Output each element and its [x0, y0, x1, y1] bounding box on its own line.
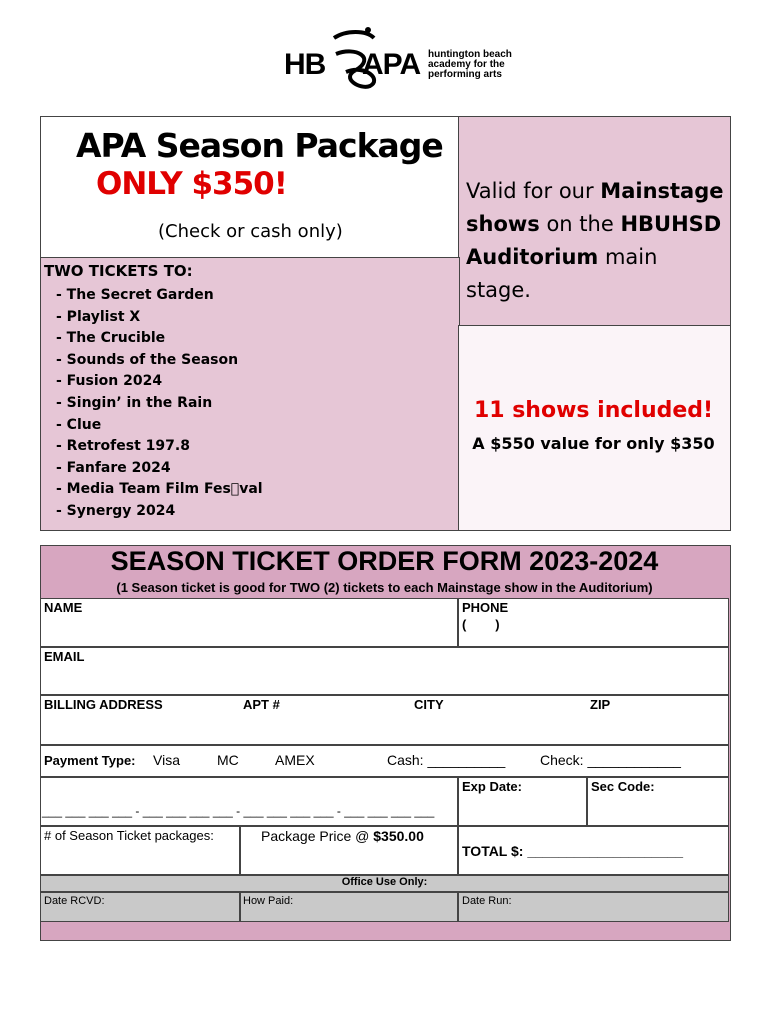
- visa-option[interactable]: Visa: [153, 752, 180, 768]
- phone-template: ( ): [462, 617, 500, 632]
- city-label: CITY: [414, 697, 444, 712]
- show-item: - Retrofest 197.8: [56, 438, 190, 455]
- package-title: APA Season Package: [76, 126, 443, 165]
- name-label: NAME: [44, 600, 83, 615]
- form-subtitle: (1 Season ticket is good for TWO (2) tickets to each Mainstage show in the Auditorium): [116, 580, 653, 595]
- total-label: TOTAL $: ____________________: [462, 843, 684, 859]
- packages-label: # of Season Ticket packages:: [44, 828, 214, 843]
- package-price-label: Package Price @ $350.00: [261, 828, 424, 844]
- email-label: EMAIL: [44, 649, 85, 664]
- show-list: [56, 285, 263, 523]
- billing-label: BILLING ADDRESS: [44, 697, 163, 712]
- payment-type-label: Payment Type:: [44, 753, 136, 768]
- show-item: - The Secret Garden: [56, 287, 214, 303]
- shows-included: 11 shows included!: [473, 398, 714, 423]
- show-item: - Singin’ in the Rain: [56, 394, 213, 411]
- apt-label: APT #: [243, 697, 280, 712]
- package-price: ONLY $350!: [96, 166, 287, 202]
- name-field[interactable]: [40, 598, 458, 647]
- show-item: - Media Team Film Fes val: [56, 481, 263, 498]
- show-item: - Clue: [56, 416, 102, 433]
- amex-option[interactable]: AMEX: [275, 752, 315, 768]
- exp-date-label: Exp Date:: [462, 779, 522, 794]
- cash-option[interactable]: Cash: __________: [387, 752, 506, 768]
- payment-note: (Check or cash only): [158, 221, 343, 242]
- show-item: - Fusion 2024: [56, 373, 163, 390]
- show-item: - Playlist X: [56, 308, 141, 325]
- show-item: - The Crucible: [56, 330, 166, 347]
- tickets-heading: TWO TICKETS TO:: [44, 262, 193, 280]
- sec-code-label: Sec Code:: [591, 779, 655, 794]
- date-received-label: Date RCVD:: [44, 895, 105, 907]
- package-value-box: [458, 325, 731, 531]
- form-title: SEASON TICKET ORDER FORM 2023-2024: [110, 546, 659, 576]
- phone-label: PHONE: [462, 600, 509, 615]
- show-item: - Synergy 2024: [56, 502, 176, 519]
- zip-label: ZIP: [590, 697, 611, 712]
- card-number-blank: ___ ___ ___ ___ - ___ ___ ___ ___ - ___ ___ ___ ___ - ___ ___ ___ ___: [42, 804, 435, 818]
- show-item: - Fanfare 2024: [56, 459, 171, 476]
- logo-tagline: huntington beach academy for the performing arts: [428, 49, 512, 80]
- how-paid-label: How Paid:: [243, 895, 294, 907]
- date-run-label: Date Run:: [462, 895, 512, 907]
- card-number-field[interactable]: [40, 777, 458, 826]
- logo-apa: APA: [362, 48, 421, 81]
- email-field[interactable]: [40, 647, 729, 695]
- package-value: A $550 value for only $350: [472, 434, 715, 453]
- check-option[interactable]: Check: ____________: [540, 752, 681, 768]
- logo-hb: HB: [284, 48, 326, 81]
- office-use-label: Office Use Only:: [341, 876, 428, 888]
- show-item: - Sounds of the Season: [56, 351, 239, 368]
- valid-note: Valid for our Mainstage shows on the HBUHSD Auditorium main stage.: [466, 179, 724, 302]
- mc-option[interactable]: MC: [217, 752, 239, 768]
